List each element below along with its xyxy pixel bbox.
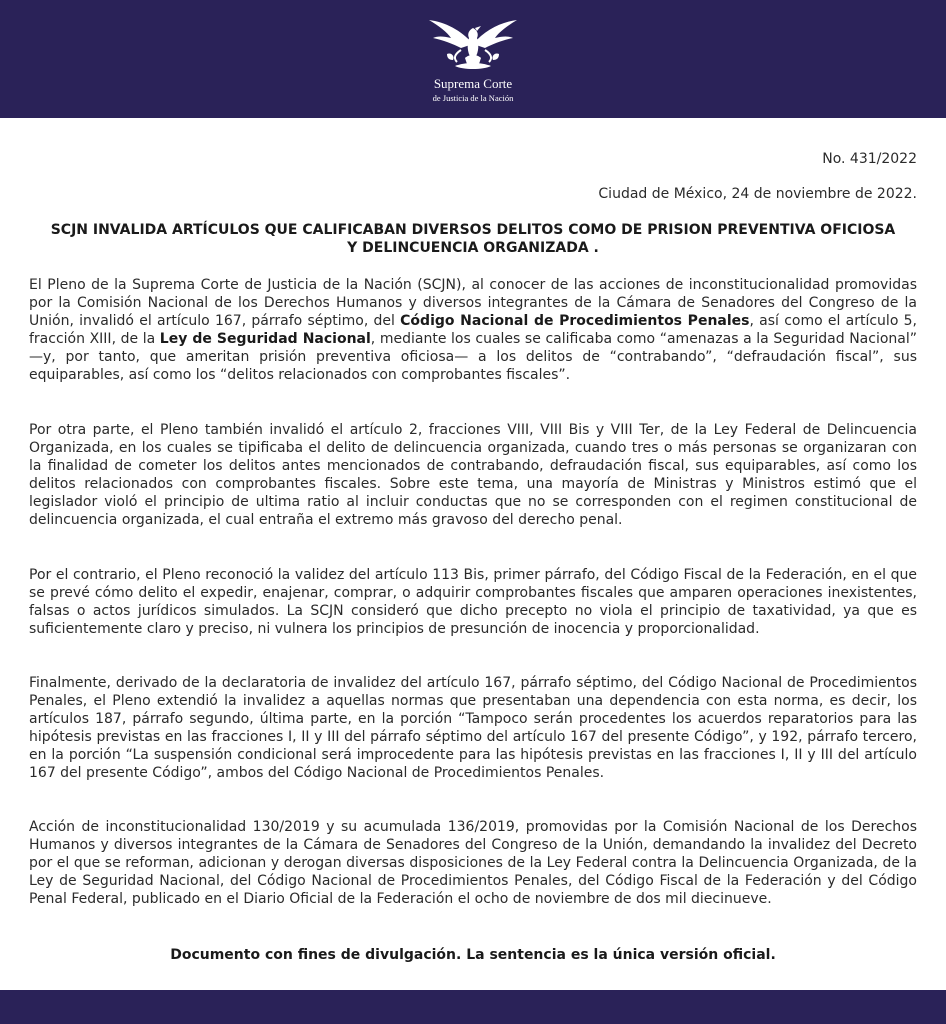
paragraph-1 [29,276,917,384]
paragraph-5: Acción de inconstitucionalidad 130/2019 y su acumulada 136/2019, promovidas por la Comisión Nacional de los Derechos Humanos y diversos integrantes de la Cámara de Senadores del Congreso de la Unión, demandando la invalidez del Decreto por el que se reforman, adicionan y derogan diversas disposiciones de la Ley Federal contra la Delincuencia Organizada, de la Ley de Seguridad Nacional, del Código Nacional de Procedimientos Penales, del Código Fiscal de la Federación y del Código Penal Federal, publicado en el Diario Oficial de la Federación el ocho de noviembre de dos mil diecinueve. [29,819,917,907]
date-line: Ciudad de México, 24 de noviembre de 2022. [598,186,917,202]
paragraph-1-text-a: El Pleno de la Suprema Corte de Justicia de la Nación (SCJN), al conocer de las acciones de inconstitucionalidad promovidas por la Comisión Nacional de los Derechos Humanos y diversos integrantes de la Cámara de Senadores del Congreso de la Unión, invalidó el artículo 167, párrafo séptimo, del [29,277,917,329]
press-number: No. 431/2022 [822,151,917,167]
paragraph-2: Por otra parte, el Pleno también invalidó el artículo 2, fracciones VIII, VIII Bis y VIII Ter, de la Ley Federal de Delincuencia Organizada, en los cuales se tipificaba el delito de delincuencia organizada, cuando tres o más personas se organizaran con la finalidad de cometer los delitos antes mencionados de contrabando, defraudación fiscal, sus equiparables, así como los delitos relacionados con comprobantes fiscales. Sobre este tema, una mayoría de Ministras y Ministros estimó que el legislador violó el principio de ultima ratio al incluir conductas que no se corresponden con el regimen constitucional de delincuencia organizada, el cual entraña el extremo más gravoso del derecho penal. [29,422,917,528]
paragraph-1-text-b: , así como el artículo 5, fracción XIII, de la [29,313,917,347]
footer-band [0,990,946,1024]
logo-subtitle: de Justicia de la Nación [432,93,514,103]
header-band [0,0,946,118]
logo-title: Suprema Corte [433,76,513,91]
disclaimer: Documento con fines de divulgación. La sentencia es la única versión oficial. [170,947,776,963]
paragraph-1-text-c: , mediante los cuales se calificaba como “amenazas a la Seguridad Nacional” —y, por tanto, que ameritan prisión preventiva oficiosa— a los delitos de “contrabando”, “defraudación fiscal”, sus equiparables, así como los “delitos relacionados con comprobantes fiscales”. [29,331,917,383]
eagle-emblem-icon [425,14,521,76]
paragraph-4: Finalmente, derivado de la declaratoria de invalidez del artículo 167, párrafo séptimo, del Código Nacional de Procedimientos Penales, el Pleno extendió la invalidez a aquellas normas que presentaban una dependencia con esta norma, es decir, los artículos 187, párrafo segundo, última parte, en la porción “Tampoco serán procedentes los acuerdos reparatorios para las hipótesis previstas en las fracciones I, II y III del párrafo séptimo del artículo 167 del presente Código”, y 192, párrafo tercero, en la porción “La suspensión condicional será improcedente para las hipótesis previstas en las fracciones I, II y III del artículo 167 del presente Código”, ambos del Código Nacional de Procedimientos Penales. [29,675,917,781]
paragraph-3: Por el contrario, el Pleno reconoció la validez del artículo 113 Bis, primer párrafo, del Código Fiscal de la Federación, en el que se prevé cómo delito el expedir, enajenar, comprar, o adquirir comprobantes fiscales que amparen operaciones inexistentes, falsas o actos jurídicos simulados. La SCJN consideró que dicho precepto no viola el principio de taxatividad, ya que es suficientemente claro y preciso, ni vulnera los principios de presunción de inocencia y proporcionalidad. [29,567,917,637]
headline: SCJN INVALIDA ARTÍCULOS QUE CALIFICABAN DIVERSOS DELITOS COMO DE PRISION PREVENTIVA OFICIOSA Y DELINCUENCIA ORGANIZADA . [50,222,896,256]
ley-seguridad-nacional-text: Ley de Seguridad Nacional [159,331,371,347]
codigo-nacional-link-text: Código Nacional de Procedimientos Penales [400,313,750,329]
